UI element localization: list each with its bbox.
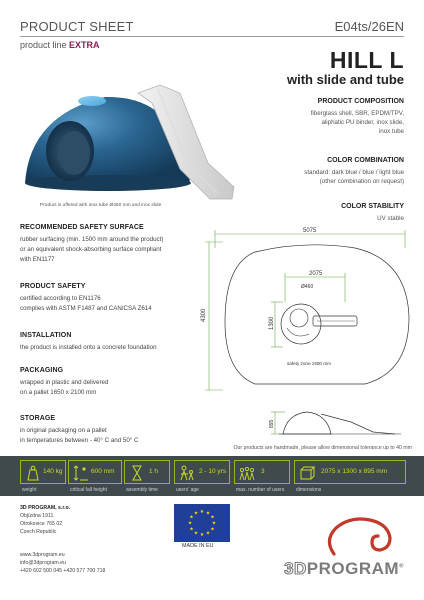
installation-line: the product is installed onto a concrete foundation xyxy=(20,344,157,351)
image-caption: Product is offered with inox tube Ø460 mm and inox slide xyxy=(40,203,162,208)
svg-text:★: ★ xyxy=(211,520,217,527)
brand-mark-icon xyxy=(322,510,408,558)
composition-heading: PRODUCT COMPOSITION xyxy=(317,98,404,105)
color-combination-text xyxy=(304,168,404,186)
dimensions-icon xyxy=(298,464,316,482)
product-line-name: EXTRA xyxy=(69,40,100,50)
dim-tube: Ø460 xyxy=(301,284,314,290)
safety-surface-text xyxy=(20,235,200,264)
svg-text:★: ★ xyxy=(193,510,199,517)
spec-value: 2075 x 1300 x 895 mm xyxy=(321,468,388,475)
spec-assembly-time xyxy=(124,460,170,484)
spec-label: weight xyxy=(22,487,37,493)
product-safety-line: complies with ASTM F1487 and CAN/CSA Z614 xyxy=(20,304,152,312)
svg-text:★: ★ xyxy=(187,520,193,527)
email-link[interactable]: info@3dprogram.eu xyxy=(20,560,66,566)
brand-name: PROGRAM xyxy=(306,559,400,578)
svg-text:★: ★ xyxy=(205,530,211,537)
spec-value: 3 xyxy=(261,468,265,475)
product-safety-heading: PRODUCT SAFETY xyxy=(20,283,86,290)
color-combination-heading: COLOR COMBINATION xyxy=(327,157,404,164)
dim-height: 1300 xyxy=(269,316,275,330)
svg-text:★: ★ xyxy=(193,530,199,537)
safety-surface-line: with EN1177 xyxy=(20,255,55,263)
product-safety-line: certified according to EN1176 xyxy=(20,295,101,302)
storage-text xyxy=(20,426,200,446)
weight-icon xyxy=(24,464,42,482)
company-contacts xyxy=(20,551,105,575)
address-line: Otrokovice 765 02 xyxy=(20,521,63,527)
spec-users-age xyxy=(174,460,230,484)
packaging-line: wrapped in plastic and delivered xyxy=(20,379,109,386)
company-name: 3D PROGRAM, s.r.o. xyxy=(20,505,71,511)
color-combination-line: standard: dark blue / blue / light blue xyxy=(304,169,404,176)
spec-value: 600 mm xyxy=(91,468,115,475)
users-age-icon xyxy=(178,464,196,482)
svg-text:★: ★ xyxy=(189,526,194,533)
packaging-text xyxy=(20,378,200,398)
color-combination-line: (other combination on request) xyxy=(319,178,404,185)
svg-text:★: ★ xyxy=(210,514,215,521)
dim-total-width: 5075 xyxy=(303,228,317,234)
dim-width: 2075 xyxy=(309,271,323,277)
composition-line: fiberglass shell, SBR, EPDM/TPV, xyxy=(310,110,404,117)
product-safety-text xyxy=(20,294,200,314)
installation-heading: INSTALLATION xyxy=(20,332,72,339)
spec-label: critical fall height xyxy=(70,487,107,493)
safety-surface-line: or an equivalent shock-absorbing surface compliant xyxy=(20,245,162,253)
spec-weight xyxy=(20,460,66,484)
header-divider xyxy=(20,36,404,37)
made-in-label: MADE IN EU xyxy=(182,543,214,549)
sheet-title: PRODUCT SHEET xyxy=(20,19,134,34)
spec-label: assembly time xyxy=(126,487,158,493)
brand-registered-mark: ® xyxy=(399,563,404,570)
safety-zone-label: safety zone 1500 mm xyxy=(287,361,331,366)
svg-text:★: ★ xyxy=(199,532,205,538)
composition-text xyxy=(311,109,404,136)
safety-surface-line: rubber surfacing (min. 1500 mm around the product) xyxy=(20,236,164,243)
spec-value: 140 kg xyxy=(43,468,63,475)
color-stability-heading: COLOR STABILITY xyxy=(341,203,404,210)
technical-drawing xyxy=(195,222,417,444)
packaging-line: on a pallet 1650 x 2100 mm xyxy=(20,388,97,396)
storage-heading: STORAGE xyxy=(20,415,56,422)
svg-text:★: ★ xyxy=(199,509,205,515)
eu-flag-icon xyxy=(174,504,230,542)
svg-text:★: ★ xyxy=(189,514,194,521)
phone-numbers: +420 602 500 045 +420 577 700 718 xyxy=(20,568,106,574)
handmade-note: Our products are handmade, please allow dimensional tolerance up to 40 mm xyxy=(233,445,412,451)
spec-label: dimensions xyxy=(296,487,322,493)
company-address xyxy=(20,504,70,536)
storage-line: in original packaging on a pallet xyxy=(20,427,107,434)
installation-text xyxy=(20,343,200,353)
website-link[interactable]: www.3dprogram.eu xyxy=(20,552,65,558)
svg-text:★: ★ xyxy=(210,526,215,533)
max-users-icon xyxy=(238,464,256,482)
brand-logo xyxy=(284,559,404,579)
spec-value: 2 - 10 yrs xyxy=(199,468,227,475)
spec-value: 1 h xyxy=(149,468,159,475)
color-stability-line: UV stable xyxy=(377,215,404,222)
spec-max-users xyxy=(234,460,290,484)
spec-label: max. number of users xyxy=(236,487,285,493)
address-line: Objízdna 1911 xyxy=(20,513,54,519)
address-line: Czech Republic xyxy=(20,529,57,535)
assembly-time-icon xyxy=(128,464,146,482)
product-line-prefix: product line xyxy=(20,40,67,50)
safety-surface-heading: RECOMMENDED SAFETY SURFACE xyxy=(20,224,144,231)
storage-line: in temperatures between - 40° C and 50° C xyxy=(20,436,139,444)
dim-total-height: 4300 xyxy=(201,308,207,322)
composition-line: aliphatic PU binder, inox slide, xyxy=(321,119,404,126)
product-code: E04ts/26EN xyxy=(334,19,404,34)
product-subtitle: with slide and tube xyxy=(286,72,404,87)
spec-dimensions xyxy=(294,460,406,484)
product-line xyxy=(20,40,100,50)
product-image xyxy=(20,75,250,203)
packaging-heading: PACKAGING xyxy=(20,367,64,374)
svg-text:★: ★ xyxy=(205,510,211,517)
spec-label: users' age xyxy=(176,487,199,493)
product-name: HILL L xyxy=(329,47,404,73)
composition-line: inox tube xyxy=(378,128,404,135)
dim-elevation-height: 895 xyxy=(269,419,275,428)
fall-height-icon xyxy=(72,464,90,482)
brand-prefix: 3D xyxy=(284,559,307,578)
spec-fall-height xyxy=(68,460,122,484)
